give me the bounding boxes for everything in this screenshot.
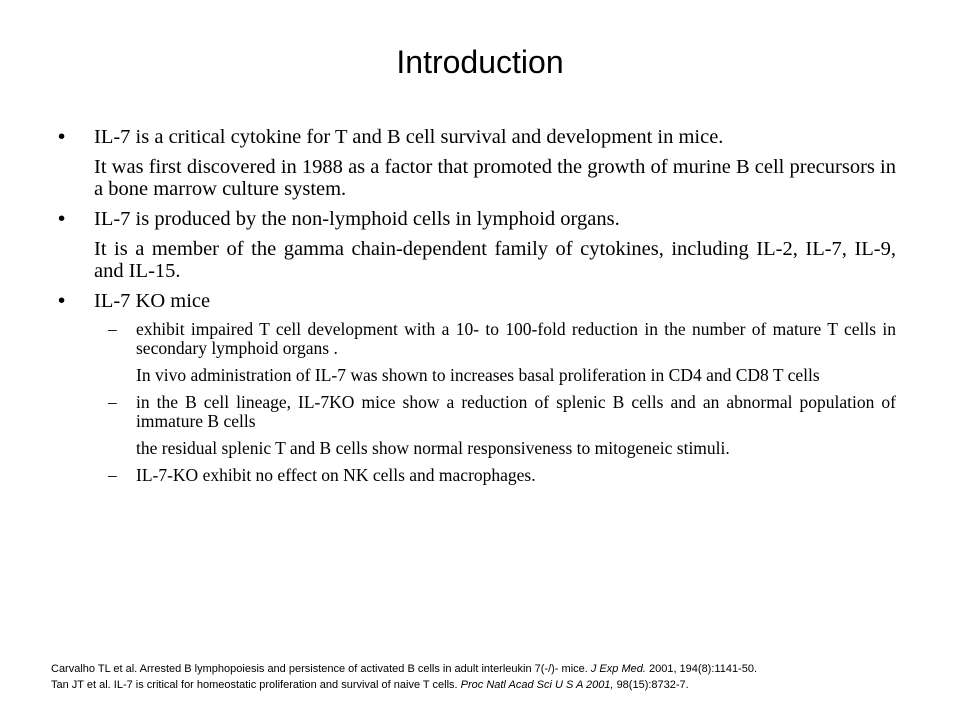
sub-list-item-continuation	[56, 439, 896, 458]
list-item-text: IL-7 is produced by the non-lymphoid cells in lymphoid organs.	[94, 208, 620, 230]
slide-body	[56, 126, 896, 493]
sub-list-item-text: in the B cell lineage, IL-7KO mice show a reduction of splenic B cells and an abnormal population of immature B cells	[136, 392, 896, 431]
reference-citation: 2001, 194(8):1141-50.	[648, 663, 758, 675]
bullet-icon: •	[58, 207, 66, 230]
list-item-text: IL-7 is a critical cytokine for T and B cell survival and development in mice.	[94, 126, 724, 148]
reference-text: Carvalho TL et al. Arrested B lymphopoiesis and persistence of activated B cells in adult interleukin 7(-/)- mice.	[51, 663, 588, 675]
list-item-text: IL-7 KO mice	[94, 290, 211, 312]
list-item	[56, 208, 896, 230]
bullet-icon: •	[58, 289, 66, 312]
list-item-continuation	[56, 238, 896, 282]
slide-title: Introduction	[396, 44, 564, 80]
bullet-icon: •	[58, 125, 66, 148]
reference-journal: Proc Natl Acad Sci U S A 2001,	[460, 679, 614, 691]
dash-icon: –	[108, 319, 117, 339]
sub-list-item-continuation	[56, 366, 896, 385]
dash-icon: –	[108, 392, 117, 412]
sub-list-item-text: exhibit impaired T cell development with a 10- to 100-fold reduction in the number of mature T cells in secondary lymphoid organs .	[136, 319, 896, 358]
reference-2	[51, 678, 931, 692]
list-item-continuation	[56, 156, 896, 200]
reference-1	[51, 662, 931, 676]
sub-list-item-text: In vivo administration of IL-7 was shown to increases basal proliferation in CD4 and CD8 T cells	[136, 365, 820, 385]
reference-journal: J Exp Med.	[590, 663, 646, 675]
list-item-text: It was first discovered in 1988 as a factor that promoted the growth of murine B cell precursors in a bone marrow culture system.	[94, 156, 896, 200]
sub-list-item	[56, 320, 896, 358]
sub-list-item	[56, 393, 896, 431]
sub-list-item	[56, 466, 896, 485]
list-item	[56, 290, 896, 312]
list-item-text: It is a member of the gamma chain-dependent family of cytokines, including IL-2, IL-7, IL-9, and IL-15.	[94, 238, 896, 282]
reference-text: Tan JT et al. IL-7 is critical for homeostatic proliferation and survival of naive T cells.	[51, 679, 458, 691]
list-item	[56, 126, 896, 148]
dash-icon: –	[108, 465, 117, 485]
reference-citation: 98(15):8732-7.	[616, 679, 689, 691]
sub-list-item-text: the residual splenic T and B cells show normal responsiveness to mitogeneic stimuli.	[136, 438, 730, 458]
sub-list-item-text: IL-7-KO exhibit no effect on NK cells and macrophages.	[136, 465, 536, 485]
